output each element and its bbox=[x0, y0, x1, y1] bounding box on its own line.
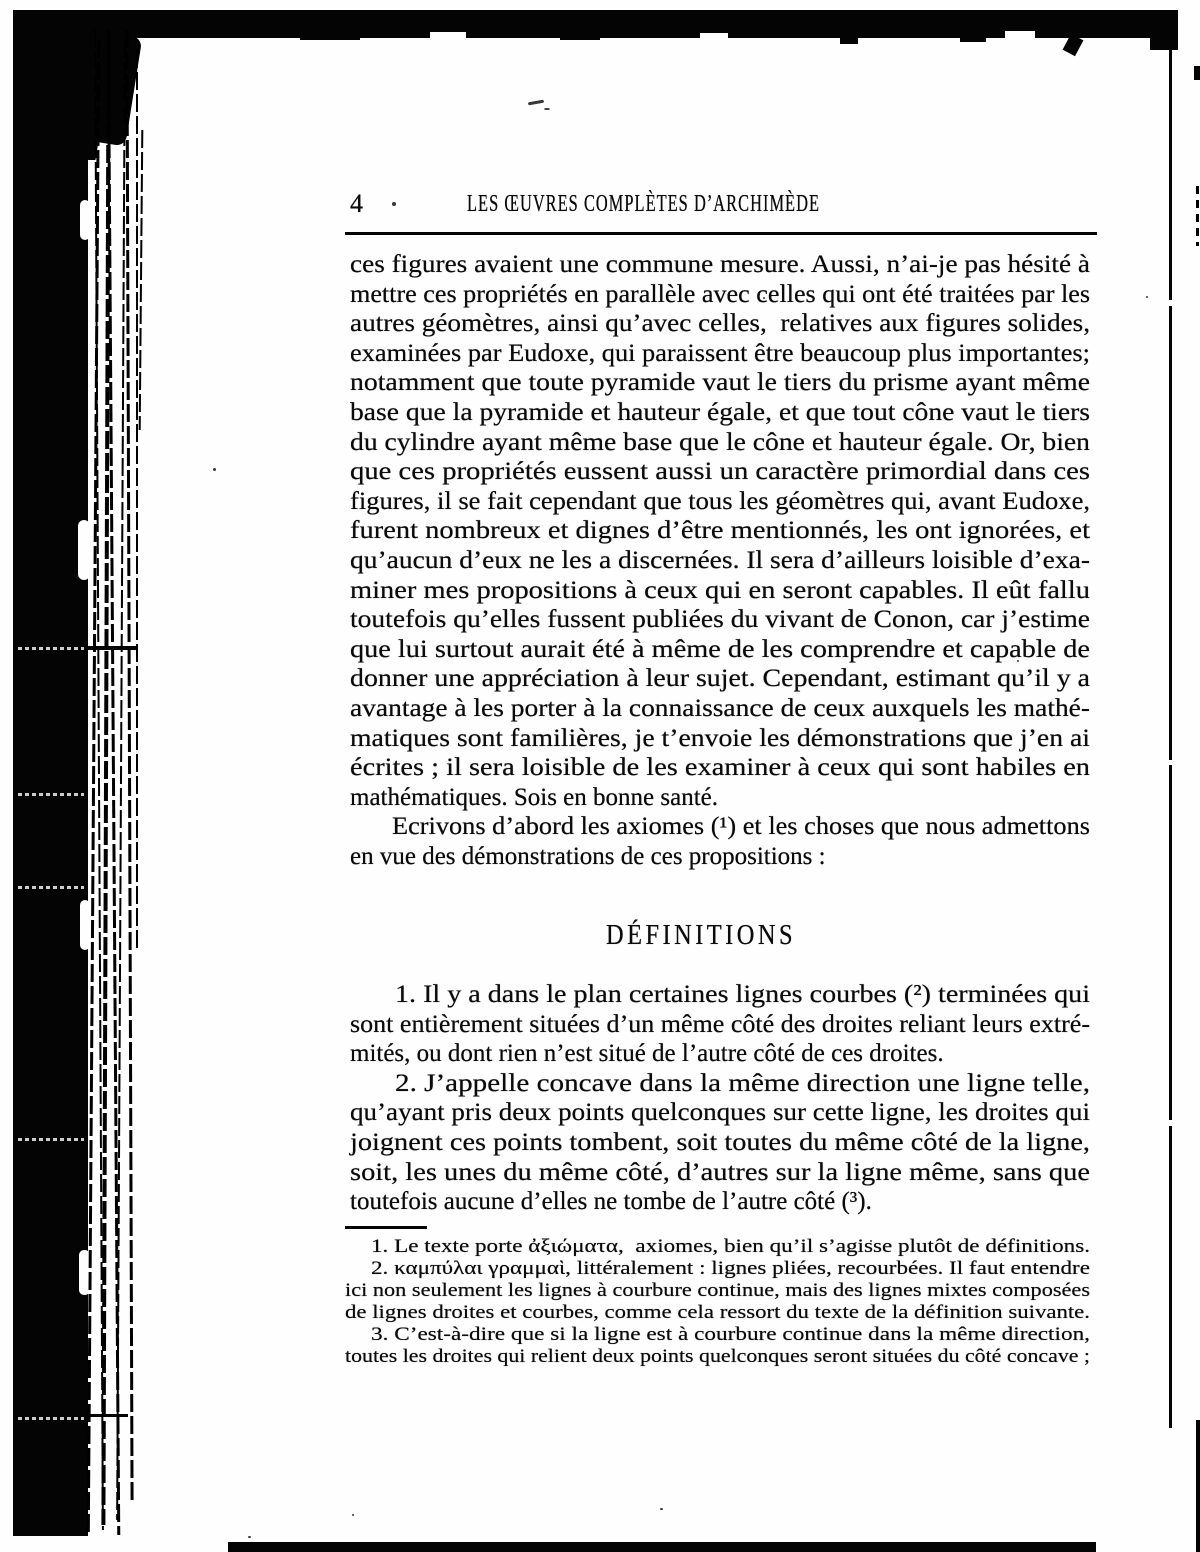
body-line: en vue des démonstrations de ces propositions : bbox=[350, 842, 826, 870]
header-rule bbox=[345, 232, 1097, 235]
scan-top-bar-right-blob bbox=[1150, 10, 1178, 50]
definition-line: mités, ou dont rien n’est situé de l’autre côté de ces droites. bbox=[350, 1040, 944, 1068]
gutter-streak bbox=[116, 40, 126, 1520]
definitions-text bbox=[350, 980, 1090, 1217]
body-line: du cylindre ayant même base que le cône et hauteur égale. Or, bien bbox=[350, 428, 1090, 456]
section-heading bbox=[606, 919, 796, 953]
definition-line: 2. J’appelle concave dans la même direction une ligne telle, bbox=[395, 1069, 1090, 1097]
scan-bar-notch bbox=[1005, 31, 1035, 40]
scan-right-rule bbox=[1169, 48, 1172, 1428]
body-line: mathématiques. Sois en bonne santé. bbox=[350, 783, 718, 811]
scan-bar-bump bbox=[300, 36, 360, 40]
scan-speck bbox=[213, 468, 216, 471]
body-line: ces figures avaient une commune mesure. Aussi, n’ai-je pas hésité à bbox=[350, 251, 1090, 278]
body-line: Ecrivons d’abord les axiomes (¹) et les choses que nous admettons bbox=[392, 813, 1090, 841]
scan-bar-notch bbox=[700, 33, 728, 40]
scan-edge-tick bbox=[1196, 1420, 1200, 1552]
footnote-line: toutes les droites qui relient deux points quelconques seront situées du côté concave ; bbox=[345, 1346, 1090, 1367]
scan-white-scratch bbox=[18, 793, 84, 796]
definition-line: 1. Il y a dans le plan certaines lignes courbes (²) terminées qui bbox=[395, 981, 1090, 1008]
body-line: figures, il se fait cependant que tous les géomètres qui, avant Eudoxe, bbox=[350, 487, 1090, 515]
body-line: mettre ces propriétés en parallèle avec celles qui ont été traitées par les bbox=[350, 280, 1090, 308]
scan-rule-gap bbox=[1168, 300, 1173, 306]
body-line: matiques sont familières, je t’envoie les démonstrations que j’en ai bbox=[350, 724, 1090, 752]
scan-band-notch bbox=[80, 200, 90, 240]
scan-speck bbox=[392, 202, 396, 206]
scan-edge-tick bbox=[1196, 186, 1199, 246]
body-line: que ces propriétés eussent aussi un caractère primordial dans ces bbox=[350, 458, 1090, 486]
body-line: écrites ; il sera loisible de les examiner à ceux qui sont habiles en bbox=[350, 754, 1090, 782]
footnote-line: 3. C’est-à-dire que si la ligne est à courbure continue dans la même direction, bbox=[371, 1324, 1090, 1345]
scan-bar-bump bbox=[960, 37, 986, 42]
footnote-line: de lignes droites et courbes, comme cela ressort du texte de la définition suivante. bbox=[345, 1302, 1090, 1323]
scan-gutter-streaks bbox=[90, 30, 148, 1542]
scan-band-notch bbox=[78, 520, 90, 580]
gutter-streak bbox=[136, 50, 138, 950]
scan-speck bbox=[544, 108, 550, 110]
body-line: avantage à les porter à la connaissance de ceux auxquels les mathé- bbox=[350, 694, 1090, 722]
scan-rule-gap bbox=[1168, 1120, 1173, 1126]
footnote-line: 1. Le texte porte ἀξιώματα, axiomes, bien qu’il s’agisse plutôt de définitions. bbox=[371, 1236, 1090, 1257]
definition-line: sont entièrement situées d’un même côté des droites reliant leurs extré- bbox=[350, 1010, 1090, 1038]
body-text bbox=[350, 250, 1090, 871]
definition-line: toutefois aucune d’elles ne tombe de l’autre côté (³). bbox=[350, 1188, 872, 1216]
scan-white-scratch bbox=[18, 647, 84, 650]
scan-speck bbox=[528, 100, 544, 106]
scan-speck bbox=[352, 1514, 354, 1516]
page-number: 4 bbox=[350, 189, 363, 218]
footnotes-text bbox=[345, 1236, 1090, 1368]
section-heading-line: DÉFINITIONS bbox=[606, 920, 796, 951]
scan-bar-notch bbox=[430, 32, 466, 40]
running-title bbox=[467, 188, 820, 220]
body-line: que lui surtout aurait été à même de les comprendre et capable de bbox=[350, 635, 1090, 663]
footnote-line: ici non seulement les lignes à courbure continue, mais des lignes mixtes composées bbox=[345, 1280, 1090, 1301]
body-line: furent nombreux et dignes d’être mentionnés, les ont ignorées, et bbox=[350, 517, 1090, 545]
scan-white-scratch bbox=[18, 1417, 84, 1420]
scan-band-notch bbox=[80, 900, 90, 950]
scan-left-band bbox=[13, 10, 88, 1536]
definition-line: qu’ayant pris deux points quelconques sur cette ligne, les droites qui bbox=[350, 1099, 1090, 1127]
body-line: base que la pyramide et hauteur égale, et que tout cône vaut le tiers bbox=[350, 398, 1090, 426]
scan-bar-bump bbox=[560, 36, 600, 40]
scan-speck bbox=[1146, 296, 1148, 298]
body-line: miner mes propositions à ceux qui en seront capables. Il eût fallu bbox=[350, 576, 1090, 604]
gutter-streak bbox=[139, 130, 144, 430]
scan-bottom-bar bbox=[228, 1542, 1096, 1552]
scan-white-scratch bbox=[18, 886, 84, 889]
footnote-rule bbox=[345, 1226, 427, 1229]
body-line: donner une appréciation à leur sujet. Cependant, estimant qu’il y a bbox=[350, 665, 1090, 693]
body-line: notamment que toute pyramide vaut le tiers du prisme ayant même bbox=[350, 369, 1090, 397]
body-line: autres géomètres, ainsi qu’avec celles, relatives aux figures solides, bbox=[350, 310, 1090, 338]
scan-white-scratch bbox=[18, 1138, 84, 1141]
scan-edge-tick bbox=[1194, 66, 1200, 80]
scan-rule-gap bbox=[1168, 760, 1173, 765]
body-line: qu’aucun d’eux ne les a discernées. Il sera d’ailleurs loisible d’exa- bbox=[350, 546, 1090, 574]
scan-bar-bump bbox=[840, 38, 858, 44]
body-line: examinées par Eudoxe, qui paraissent être beaucoup plus importantes; bbox=[350, 339, 1090, 367]
scan-speck bbox=[660, 1508, 663, 1510]
body-line: toutefois qu’elles fussent publiées du vivant de Conon, car j’estime bbox=[350, 606, 1090, 634]
gutter-streak bbox=[125, 30, 133, 1500]
footnote-line: 2. καμπύλαι γραμμαὶ, littéralement : lignes pliées, recourbées. Il faut entendre bbox=[371, 1258, 1090, 1279]
definition-line: soit, les unes du même côté, d’autres sur la ligne même, sans que bbox=[350, 1158, 1090, 1186]
scan-speck bbox=[248, 1536, 251, 1538]
running-title-line: LES ŒUVRES COMPLÈTES D’ARCHIMÈDE bbox=[467, 191, 820, 217]
definition-line: joignent ces points tombent, soit toutes du même côté de la ligne, bbox=[350, 1128, 1090, 1156]
scan-top-bar bbox=[13, 10, 1178, 38]
